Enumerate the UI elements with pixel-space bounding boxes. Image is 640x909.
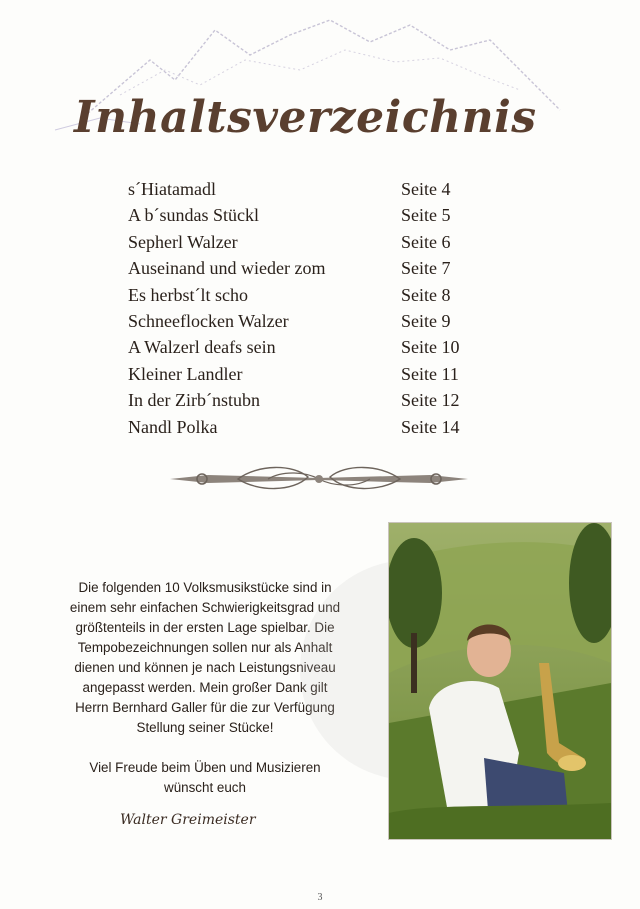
toc-entry-page: Seite 14	[401, 416, 460, 437]
intro-paragraph	[40, 578, 370, 738]
intro-line: einem sehr einfachen Schwierigkeitsgrad und	[69, 600, 341, 615]
toc-row	[128, 361, 468, 387]
toc-row	[128, 334, 468, 360]
toc-entry-title: A b´sundas Stückl	[128, 205, 260, 226]
author-signature: Walter Greimeister	[120, 812, 256, 828]
toc-entry-page: Seite 7	[401, 258, 451, 279]
toc-entry-page: Seite 5	[401, 205, 451, 226]
toc-row	[128, 414, 468, 440]
toc-entry-title: Es herbst´lt scho	[128, 284, 248, 305]
toc-entry-title: Schneeflocken Walzer	[128, 310, 289, 331]
toc-row	[128, 282, 468, 308]
intro-line: Tempobezeichnungen sollen nur als Anhalt	[77, 640, 333, 655]
intro-text	[40, 578, 370, 798]
toc-entry-page: Seite 6	[401, 231, 451, 252]
toc-entry-page: Seite 9	[401, 310, 451, 331]
toc-entry-page: Seite 10	[401, 337, 460, 358]
page-title: Inhaltsverzeichnis	[74, 92, 537, 143]
closing-line: wünscht euch	[164, 780, 246, 795]
toc-entry-title: A Walzerl deafs sein	[128, 337, 276, 358]
toc-row	[128, 229, 468, 255]
ornament-divider	[168, 462, 470, 496]
toc-entry-page: Seite 11	[401, 363, 459, 384]
toc-entry-title: Auseinand und wieder zom	[128, 258, 326, 279]
toc-entry-title: In der Zirb´nstubn	[128, 390, 260, 411]
toc-entry-page: Seite 12	[401, 390, 460, 411]
intro-line: dienen und können je nach Leistungsniveau	[74, 660, 336, 675]
table-of-contents	[128, 176, 468, 440]
toc-entry-title: s´Hiatamadl	[128, 179, 216, 199]
intro-line: größtenteils in der ersten Lage spielbar. Die	[75, 620, 335, 635]
toc-row	[128, 176, 468, 202]
intro-line: angepasst werden. Mein großer Dank gilt	[82, 680, 328, 695]
closing-paragraph	[40, 758, 370, 798]
toc-row	[128, 308, 468, 334]
toc-entry-title: Nandl Polka	[128, 416, 218, 437]
intro-line: Die folgenden 10 Volksmusikstücke sind in	[78, 580, 332, 595]
toc-entry-title: Sepherl Walzer	[128, 231, 238, 252]
musician-photo	[388, 522, 612, 840]
intro-line: Herrn Bernhard Galler für die zur Verfügung	[75, 700, 335, 715]
page-number: 3	[317, 892, 323, 903]
toc-entry-page: Seite 8	[401, 284, 451, 305]
toc-row	[128, 255, 468, 281]
toc-entry-title: Kleiner Landler	[128, 363, 243, 384]
closing-line: Viel Freude beim Üben und Musizieren	[89, 760, 321, 775]
intro-line: Stellung seiner Stücke!	[136, 720, 274, 735]
toc-row	[128, 202, 468, 228]
toc-row	[128, 387, 468, 413]
toc-entry-page: Seite 4	[401, 179, 451, 199]
